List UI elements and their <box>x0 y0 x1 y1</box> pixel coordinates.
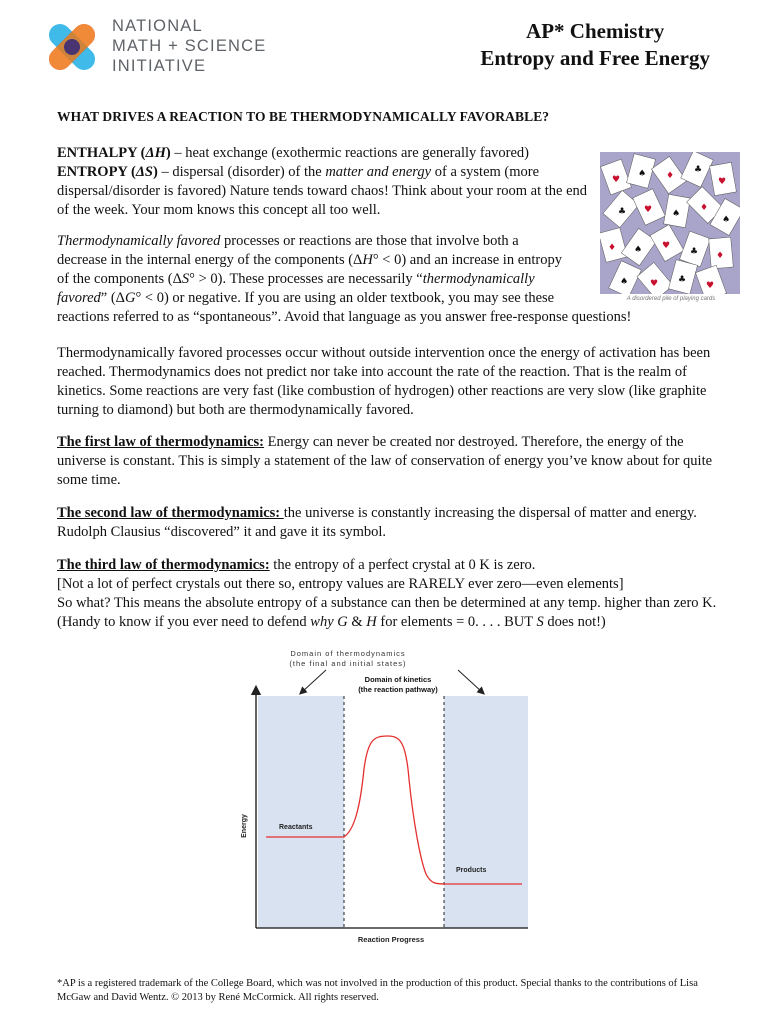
svg-text:♦: ♦ <box>608 243 617 253</box>
title-line-1: AP* Chemistry <box>526 19 665 43</box>
entropy-symbol: ΔS <box>135 164 153 180</box>
energy-diagram <box>236 644 536 946</box>
right-arrow <box>458 670 482 692</box>
entropy-close: ) <box>152 164 158 180</box>
svg-text:♦: ♦ <box>700 203 709 213</box>
third-law-text: the entropy of a perfect crystal at 0 K is zero. <box>269 557 536 573</box>
third-law-s: S <box>536 614 544 630</box>
kinetics-domain-label-2: (the reaction pathway) <box>358 685 438 694</box>
svg-text:♥: ♥ <box>706 281 715 291</box>
products-label: Products <box>456 867 487 874</box>
x-axis-label: Reaction Progress <box>357 935 425 944</box>
enthalpy-line <box>57 144 592 163</box>
enthalpy-entropy-paragraph <box>57 144 592 220</box>
delta-s-symbol: S <box>181 271 190 287</box>
third-law-amp: & <box>347 614 367 630</box>
enthalpy-term: ENTHALPY ( <box>57 145 146 161</box>
favored-line-5 <box>57 308 727 327</box>
svg-text:♣: ♣ <box>694 165 703 175</box>
svg-text:♣: ♣ <box>690 247 699 257</box>
second-law-text: the universe is constantly increasing the dispersal of matter and energy. Rudolph Clausius “discovered” it and gave it its symbol. <box>57 505 697 540</box>
title-line-2: Entropy and Free Energy <box>480 46 710 70</box>
favored-quote-2: favored <box>57 290 101 306</box>
svg-text:♥: ♥ <box>662 241 671 251</box>
third-law-line-2: [Not a lot of perfect crystals out there so, entropy values are RARELY ever zero—even elements] <box>57 576 624 592</box>
svg-text:♥: ♥ <box>718 177 727 187</box>
thermo-domain-left <box>258 696 344 928</box>
enthalpy-symbol: ΔH <box>145 145 166 161</box>
logo-line-2: MATH + SCIENCE <box>112 37 267 55</box>
third-law-line-3 <box>57 594 727 632</box>
thermo-domain-label-1: Domain of thermodynamics <box>290 649 406 658</box>
nms-logo-icon <box>34 12 114 82</box>
logo-text <box>112 16 266 76</box>
svg-text:♥: ♥ <box>650 279 659 289</box>
favored-text-1: processes or reactions are those that involve both a <box>220 233 519 249</box>
kinetics-paragraph: Thermodynamically favored processes occur without outside intervention once the energy of activation has been reached. Thermodynamics does not predict nor take into account the rate of the reaction. That is the realm of kinetics. Some reactions are very fast (like combustion of hydrogen) other reactions are very slow (like graphite turning to diamond) but both are thermodynamically favored. <box>57 345 711 418</box>
reactants-label: Reactants <box>279 824 313 831</box>
thermo-domain-right <box>444 696 528 928</box>
svg-text:♣: ♣ <box>618 207 627 217</box>
entropy-emphasis: matter and energy <box>325 164 432 180</box>
svg-text:♠: ♠ <box>620 277 629 287</box>
first-law-title: The first law of thermodynamics: <box>57 434 265 450</box>
left-arrow <box>302 670 326 692</box>
third-law-why: why G <box>310 614 348 630</box>
svg-text:♦: ♦ <box>716 251 725 261</box>
favored-text-4: of the components (Δ <box>57 271 182 287</box>
entropy-def-1: – dispersal (disorder) of the <box>157 164 326 180</box>
third-law-paragraph <box>57 556 727 632</box>
enthalpy-definition: – heat exchange (exothermic reactions are generally favored) <box>170 145 529 161</box>
svg-text:♦: ♦ <box>666 171 675 181</box>
first-law-paragraph <box>57 433 727 490</box>
delta-h-symbol: H <box>362 252 373 268</box>
favored-term: Thermodynamically favored <box>57 233 221 249</box>
svg-text:♥: ♥ <box>612 175 621 185</box>
favored-text-2: decrease in the internal energy of the components (Δ <box>57 252 363 268</box>
favored-text-8: reactions referred to as “spontaneous”. Avoid that language as you answer free-response questions! <box>57 309 632 325</box>
svg-text:♠: ♠ <box>634 245 643 255</box>
favored-text-6: ” (Δ <box>100 290 125 306</box>
page-title <box>480 18 710 72</box>
third-law-h: H <box>366 614 377 630</box>
y-axis-label: Energy <box>241 814 248 838</box>
svg-text:♥: ♥ <box>644 205 653 215</box>
svg-text:♠: ♠ <box>722 215 731 225</box>
svg-text:♣: ♣ <box>678 275 687 285</box>
footer-note: *AP is a registered trademark of the College Board, which was not involved in the production of this product. Special thanks to the contributions of Lisa McGaw and David Wentz. © 2013 by René McCormick. All rights reserved. <box>57 978 698 1003</box>
third-law-text-3c: does not!) <box>543 614 606 630</box>
favored-line-3 <box>57 270 727 289</box>
favored-paragraph <box>57 232 727 327</box>
svg-text:♠: ♠ <box>638 169 647 179</box>
third-law-line-1 <box>57 556 727 575</box>
favored-text-3: ° < 0) and an increase in entropy <box>372 252 562 268</box>
favored-line-4 <box>57 289 727 308</box>
entropy-line <box>57 163 592 220</box>
logo-line-1: NATIONAL <box>112 17 203 35</box>
logo-line-3: INITIATIVE <box>112 57 207 75</box>
favored-line-1 <box>57 232 727 251</box>
third-law-text-3b: for elements = 0. . . . BUT <box>376 614 537 630</box>
energy-diagram-svg <box>236 644 536 946</box>
nms-logo <box>34 12 274 82</box>
image-caption: A disordered pile of playing cards <box>626 296 716 302</box>
favored-quote-1: thermodynamically <box>422 271 535 287</box>
third-law-title: The third law of thermodynamics: <box>57 557 270 573</box>
third-law-text-3a: So what? This means the absolute entropy of a substance can then be determined at any temp. higher than zero K. (Handy to know if you ever need to defend <box>57 595 717 630</box>
second-law-title: The second law of thermodynamics: <box>57 505 284 521</box>
kinetics-domain-label-1: Domain of kinetics <box>364 675 432 684</box>
first-law-text: Energy can never be created nor destroyed. Therefore, the energy of the universe is constant. This is simply a statement of the law of conservation of energy you’ve know about for quite some time. <box>57 434 713 488</box>
svg-text:♠: ♠ <box>672 209 681 219</box>
second-law-paragraph <box>57 504 727 542</box>
favored-line-2 <box>57 251 727 270</box>
entropy-def-2: of a system (more dispersal/disorder is favored) Nature tends toward chaos! Think about your room at the end of the week. Your mom knows this concept all too well. <box>57 164 588 218</box>
thermo-domain-label-2: (the final and initial states) <box>289 659 407 668</box>
favored-text-5: ° > 0). These processes are necessarily “ <box>189 271 423 287</box>
delta-g-symbol: G <box>124 290 136 306</box>
section-heading: WHAT DRIVES A REACTION TO BE THERMODYNAMICALLY FAVORABLE? <box>57 109 550 124</box>
favored-text-7: ° < 0) or negative. If you are using an older textbook, you may see these <box>135 290 555 306</box>
enthalpy-close: ) <box>165 145 171 161</box>
entropy-term: ENTROPY ( <box>57 164 136 180</box>
